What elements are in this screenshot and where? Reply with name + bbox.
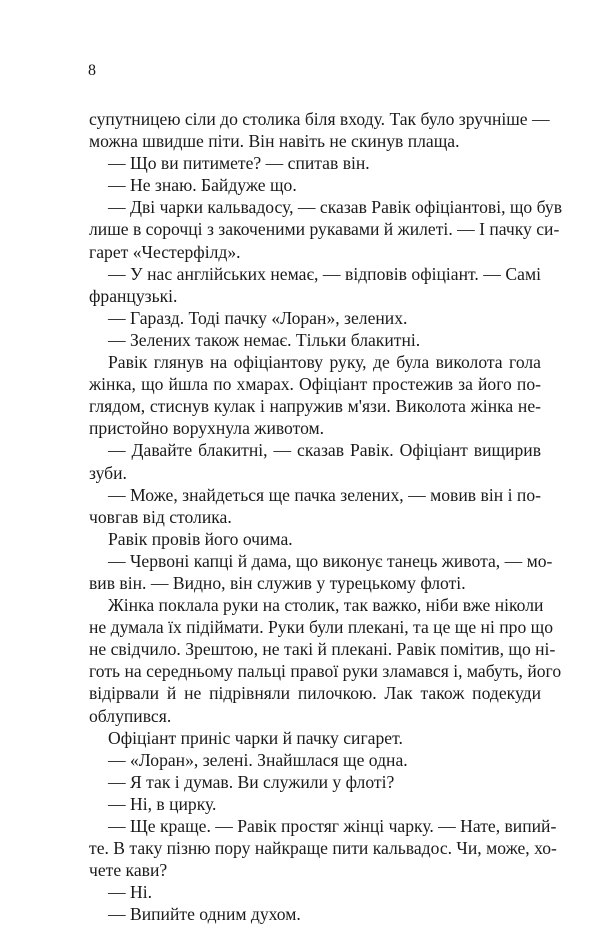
text-line: супутницею сіли до столика біля входу. Так було зручніше — <box>89 109 550 129</box>
text-line: гарет «Честерфілд». <box>89 241 241 262</box>
text-line: Равік провів його очима. <box>108 528 293 549</box>
text-line: чете кави? <box>89 860 168 881</box>
text-line: човгав від столика. <box>89 506 232 527</box>
text-line: Равік глянув на офіціантову руку, де була виколота гола <box>108 352 541 373</box>
text-line: лише в сорочці з закоченими рукавами й жилеті. — І пачку си- <box>89 219 560 240</box>
text-line: — Може, знайдеться ще пачка зелених, — мовив він і по- <box>108 484 541 505</box>
text-line: Жінка поклала руки на столик, так важко, ніби вже ніколи <box>108 595 544 616</box>
text-line: не свідчило. Зрештою, не такі й плекані. Равік помітив, що ні- <box>89 639 556 660</box>
text-line: зуби. <box>89 462 127 483</box>
text-line: — Гаразд. Тоді пачку «Лоран», зелених. <box>108 307 408 328</box>
text-line: вив він. — Видно, він служив у турецькому флоті. <box>89 572 466 593</box>
text-line: пристойно ворухнула животом. <box>89 418 325 439</box>
text-line: — Ще краще. — Равік простяг жінці чарку. — Нате, випий- <box>108 816 557 836</box>
text-line: — Давайте блакитні, — сказав Равік. Офіціант вищирив <box>108 440 541 461</box>
text-line: можна швидше піти. Він навіть не скинув плаща. <box>89 131 460 152</box>
text-line: — Ні. <box>108 882 152 903</box>
text-line: жінка, що йшла по хмарах. Офіціант простежив за його по- <box>89 374 541 395</box>
text-line: — Випийте одним духом. <box>108 904 301 925</box>
text-line: — Зелених також немає. Тільки блакитні. <box>108 329 421 350</box>
text-line: — Ні, в цирку. <box>108 793 217 814</box>
text-line: — «Лоран», зелені. Знайшлася ще одна. <box>108 749 408 770</box>
text-line: — Червоні капці й дама, що виконує танець живота, — мо- <box>108 550 553 571</box>
text-line: те. В таку пізню пору найкраще пити кальвадос. Чи, може, хо- <box>89 838 557 859</box>
text-line: готь на середньому пальці правої руки зламався і, мабуть, його <box>89 661 562 682</box>
text-line: — У нас англійських немає, — відповів офіціант. — Самі <box>108 263 541 284</box>
text-line: Офіціант приніс чарки й пачку сигарет. <box>108 727 403 748</box>
text-line: відірвали й не підрівняли пилочкою. Лак також подекуди <box>89 683 541 704</box>
text-line: — Я так і думав. Ви служили у флоті? <box>108 771 395 792</box>
text-line: не думала їх підіймати. Руки були плекані, та це ще ні про що <box>89 617 553 638</box>
text-line: — Що ви питимете? — спитав він. <box>108 153 370 174</box>
text-line: облупився. <box>89 705 172 726</box>
text-line: французькі. <box>89 285 178 306</box>
page-text <box>89 108 563 925</box>
text-line: — Дві чарки кальвадосу, — сказав Равік офіціантові, що був <box>108 197 563 218</box>
page-number: 8 <box>88 62 96 79</box>
text-line: — Не знаю. Байдуже що. <box>108 175 297 196</box>
text-line: глядом, стиснув кулак і напружив м'язи. Виколота жінка не- <box>89 396 541 417</box>
